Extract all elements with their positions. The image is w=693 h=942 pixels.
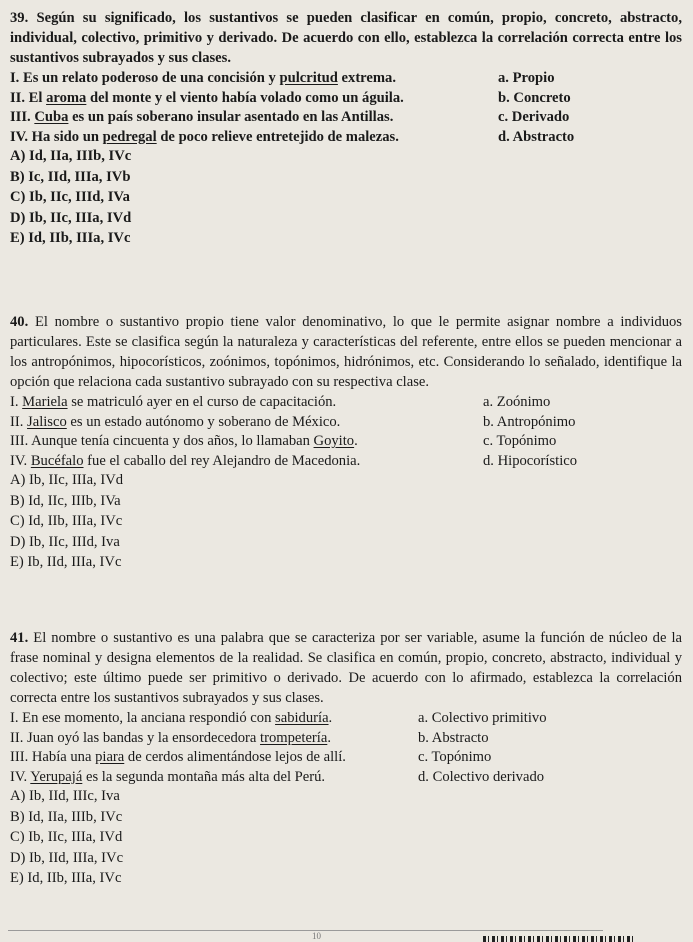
underlined-noun: pedregal: [102, 128, 157, 145]
underlined-noun: Goyito: [313, 433, 355, 449]
footer-divider: [8, 930, 603, 931]
answer-option[interactable]: D) Ib, IIc, IIId, Iva: [10, 533, 120, 550]
answer-option[interactable]: C) Ib, IIc, IIId, IVa: [10, 189, 130, 205]
statement-row: III. Había una piara de cerdos alimentándose lejos de allí. c. Topónimo: [10, 749, 492, 765]
match-option: b. Concreto: [498, 89, 571, 106]
barcode-strip: [483, 936, 633, 942]
statement-row: I. Mariela se matriculó ayer en el curso de capacitación. a. Zoónimo: [10, 394, 551, 410]
underlined-noun: piara: [95, 749, 125, 765]
question-stem: 41. El nombre o sustantivo es una palabra que se caracteriza por ser variable, asume la función de núcleo de la frase nominal y designa elementos de la realidad. Se clasifica en común, propio, concreto, abstracto, individual y colectivo; este último puede ser primitivo o derivado. De acuerdo con lo afirmado, establezca la correlación correcta entre los sustantivos subrayados y sus clases.: [10, 630, 682, 706]
underlined-noun: Bucéfalo: [30, 452, 84, 469]
page-number: 10: [312, 931, 321, 941]
answer-option[interactable]: A) Id, IIa, IIIb, IVc: [10, 148, 132, 164]
match-option: c. Derivado: [498, 109, 570, 125]
underlined-noun: Yerupajá: [30, 768, 83, 785]
underlined-noun: trompetería: [260, 729, 328, 746]
underlined-noun: pulcritud: [279, 70, 338, 86]
answer-option[interactable]: A) Ib, IIc, IIIa, IVd: [10, 472, 124, 488]
underlined-noun: Cuba: [34, 109, 69, 125]
match-option: b. Antropónimo: [483, 413, 576, 430]
statement-row: IV. Yerupajá es la segunda montaña más alta del Perú. d. Colectivo derivado: [10, 768, 545, 785]
answer-option[interactable]: B) Id, IIa, IIIb, IVc: [10, 808, 123, 825]
answer-option[interactable]: B) Id, IIc, IIIb, IVa: [10, 492, 121, 509]
answer-option[interactable]: B) Ic, IId, IIIa, IVb: [10, 168, 131, 185]
answer-option[interactable]: D) Ib, IId, IIIa, IVc: [10, 849, 124, 866]
match-option: a. Propio: [498, 70, 555, 86]
question-39: [10, 8, 682, 249]
answer-option[interactable]: E) Ib, IId, IIIa, IVc: [10, 554, 122, 570]
question-stem: 40. El nombre o sustantivo propio tiene valor denominativo, lo que le permite asignar nombre a individuos particulares. Este se clasifica según la naturaleza y características del referente, entre ellos se pueden mencionar a los antropónimos, hipocorísticos, zoónimos, topónimos, hidrónimos, etc. Considerando lo señalado, identifique la opción que relaciona cada sustantivo subrayado con su respectiva clase.: [10, 314, 682, 390]
underlined-noun: sabiduría: [275, 710, 329, 726]
match-option: d. Colectivo derivado: [418, 768, 545, 785]
question-stem: 39. Según su significado, los sustantivos se pueden clasificar en común, propio, concreto, abstracto, individual, colectivo, primitivo y derivado. De acuerdo con ello, establezca la correlación correcta entre los sustantivos subrayados y sus clases.: [10, 10, 682, 66]
statement-row: I. Es un relato poderoso de una concisión y pulcritud extrema. a. Propio: [10, 70, 555, 86]
question-41: [10, 628, 682, 889]
match-option: a. Colectivo primitivo: [418, 710, 547, 726]
statement-row: I. En ese momento, la anciana respondió con sabiduría. a. Colectivo primitivo: [10, 710, 547, 726]
underlined-noun: Mariela: [22, 394, 68, 410]
match-option: d. Abstracto: [498, 128, 575, 145]
statement-row: II. El aroma del monte y el viento había volado como un águila. b. Concreto: [10, 89, 571, 106]
answer-option[interactable]: A) Ib, IId, IIIc, Iva: [10, 788, 120, 804]
statement-row: III. Aunque tenía cincuenta y dos años, lo llamaban Goyito. c. Topónimo: [10, 433, 557, 449]
underlined-noun: aroma: [46, 89, 87, 106]
answer-option[interactable]: C) Id, IIb, IIIa, IVc: [10, 513, 123, 529]
answer-option[interactable]: C) Ib, IIc, IIIa, IVd: [10, 829, 123, 845]
match-option: b. Abstracto: [418, 729, 489, 746]
match-option: a. Zoónimo: [483, 394, 551, 410]
answer-option[interactable]: E) Id, IIb, IIIa, IVc: [10, 230, 131, 246]
match-option: c. Topónimo: [418, 749, 492, 765]
statement-row: II. Jalisco es un estado autónomo y soberano de México. b. Antropónimo: [10, 413, 576, 430]
match-option: c. Topónimo: [483, 433, 557, 449]
answer-option[interactable]: E) Id, IIb, IIIa, IVc: [10, 870, 122, 886]
match-option: d. Hipocorístico: [483, 452, 578, 469]
statement-row: II. Juan oyó las bandas y la ensordecedora trompetería. b. Abstracto: [10, 729, 489, 746]
statement-row: IV. Ha sido un pedregal de poco relieve entretejido de malezas. d. Abstracto: [10, 128, 575, 145]
question-40: [10, 312, 682, 573]
statement-row: III. Cuba es un país soberano insular asentado en las Antillas. c. Derivado: [10, 109, 570, 125]
statement-row: IV. Bucéfalo fue el caballo del rey Alejandro de Macedonia. d. Hipocorístico: [10, 452, 578, 469]
underlined-noun: Jalisco: [27, 413, 67, 430]
answer-option[interactable]: D) Ib, IIc, IIIa, IVd: [10, 209, 132, 226]
